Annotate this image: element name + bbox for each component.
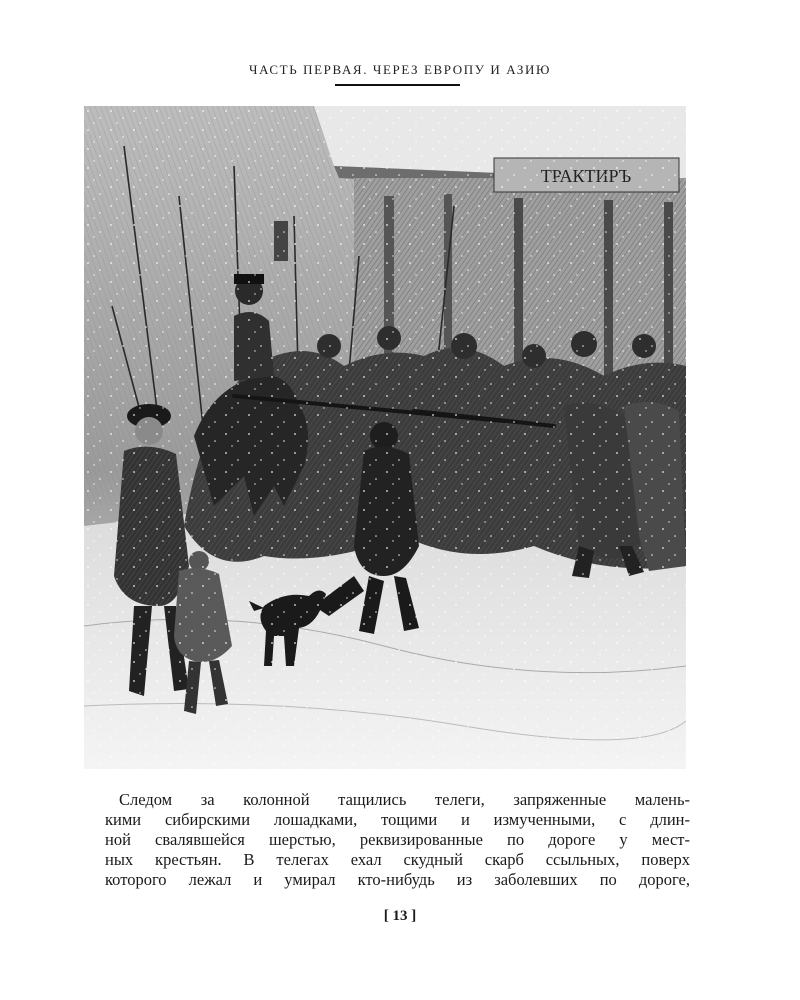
engraving-illustration <box>84 106 686 769</box>
header-rule <box>335 84 460 86</box>
engraving-svg <box>84 106 686 769</box>
running-head: ЧАСТЬ ПЕРВАЯ. ЧЕРЕЗ ЕВРОПУ И АЗИЮ <box>249 62 551 77</box>
text-line: кими сибирскими лошадками, тощими и измученными, с длин- <box>105 810 690 829</box>
text-line: ной свалявшейся шерстью, реквизированные по дороге у мест- <box>105 830 690 849</box>
snowfall <box>84 106 686 769</box>
body-paragraph <box>105 790 690 890</box>
text-line: которого лежал и умирал кто-нибудь из заболевших по дороге, <box>105 870 690 889</box>
page-number: [ 13 ] <box>383 908 417 924</box>
text-line: Следом за колонной тащились телеги, запряженные малень- <box>119 790 690 809</box>
text-line: ных крестьян. В телегах ехал скудный скарб ссыльных, поверх <box>105 850 690 869</box>
